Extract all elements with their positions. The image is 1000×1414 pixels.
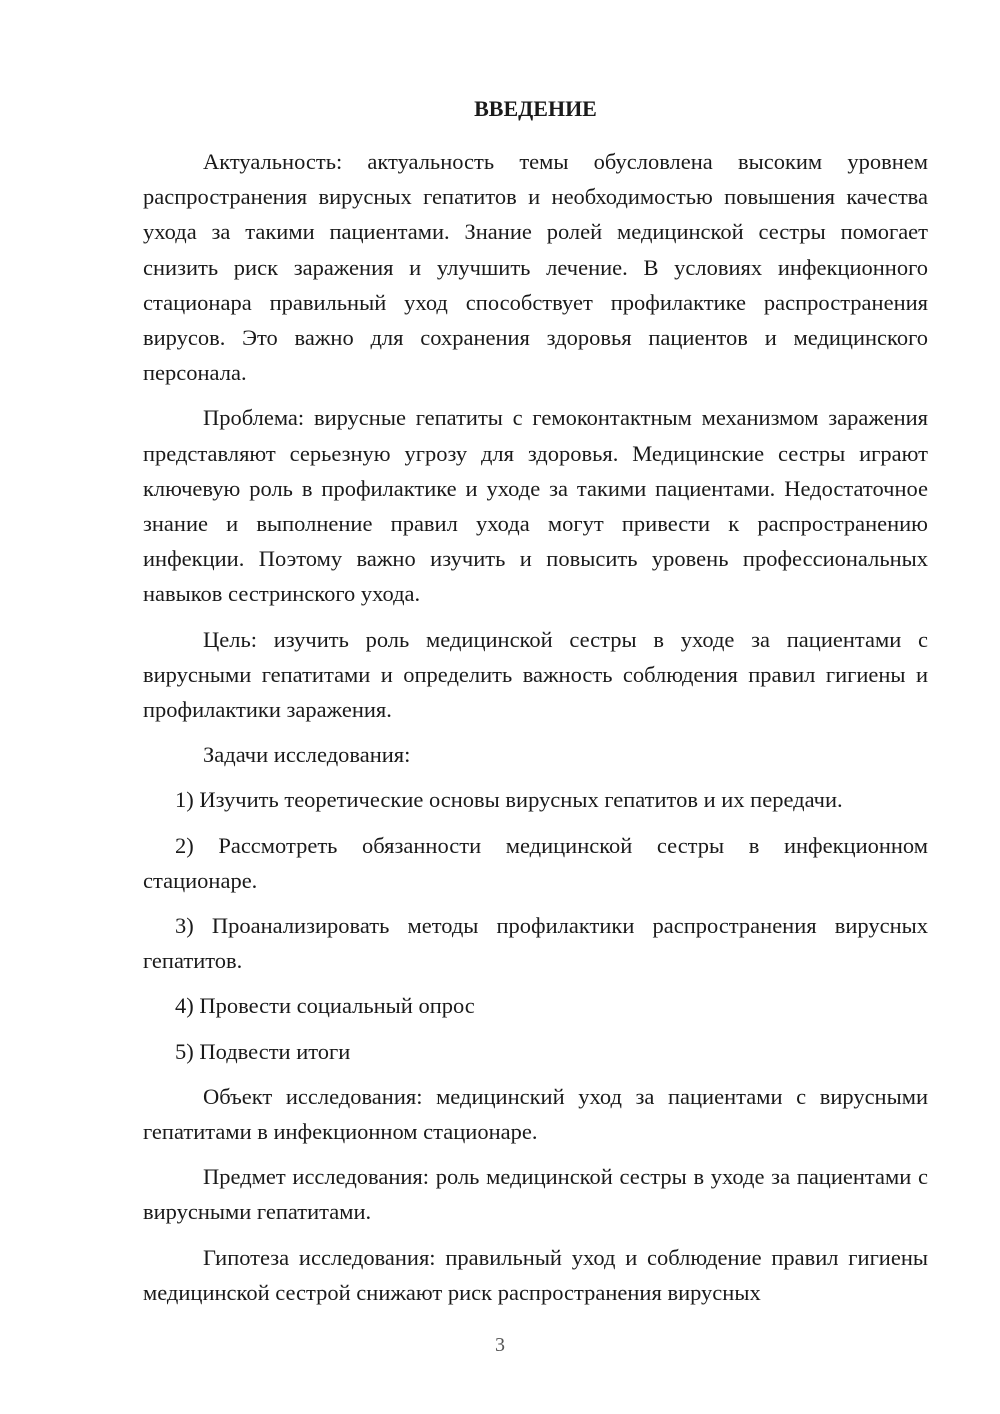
hypothesis-paragraph: Гипотеза исследования: правильный уход и соблюдение правил гигиены медицинской сестрой снижают риск распространения вирусных [143, 1244, 928, 1305]
subject-paragraph: Предмет исследования: роль медицинской сестры в уходе за пациентами с вирусными гепатитами. [143, 1164, 928, 1225]
tasks-title: Задачи исследования: [203, 742, 411, 768]
page-number: 3 [495, 1334, 505, 1356]
problem-paragraph: Проблема: вирусные гепатиты с гемоконтактным механизмом заражения представляют серьезную угрозу для здоровья. Медицинские сестры играют ключевую роль в профилактике и уходе за такими пациентами. Недостаточное знание и выполнение правил ухода могут привести к распространению инфекции. Поэтому важно изучить и повысить уровень профессиональных навыков сестринского ухода. [143, 405, 928, 607]
task-item: 5) Подвести итоги [175, 1038, 351, 1064]
task-item: 3) Проанализировать методы профилактики распространения вирусных гепатитов. [143, 913, 928, 974]
task-item: 1) Изучить теоретические основы вирусных гепатитов и их передачи. [175, 787, 843, 813]
task-item: 2) Рассмотреть обязанности медицинской сестры в инфекционном стационаре. [143, 832, 928, 893]
object-paragraph: Объект исследования: медицинский уход за пациентами с вирусными гепатитами в инфекционном стационаре. [143, 1083, 928, 1145]
goal-paragraph: Цель: изучить роль медицинской сестры в уходе за пациентами с вирусными гепатитами и определить важность соблюдения правил гигиены и профилактики заражения. [143, 626, 928, 723]
page-title: ВВЕДЕНИЕ [474, 96, 597, 121]
task-item: 4) Провести социальный опрос [175, 993, 475, 1019]
relevance-paragraph: Актуальность: актуальность темы обусловлена высоким уровнем распространения вирусных гепатитов и необходимостью повышения качества ухода за такими пациентами. Знание ролей медицинской сестры помогает снизить риск заражения и улучшить лечение. В условиях инфекционного стационара правильный уход способствует профилактике распространения вирусов. Это важно для сохранения здоровья пациентов и медицинского персонала. [143, 149, 928, 386]
